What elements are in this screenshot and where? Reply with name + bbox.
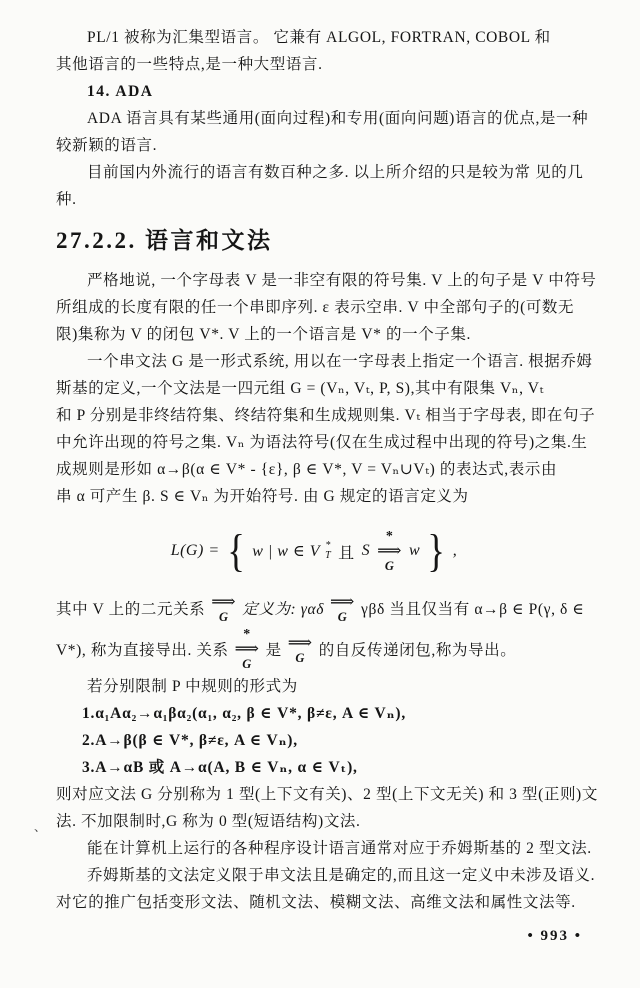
- double-arrow-icon: ⟹: [211, 591, 237, 611]
- open-brace: {: [226, 525, 245, 576]
- double-arrow-icon: ⟹: [287, 633, 313, 652]
- paragraph-type2-note: 能在计算机上运行的各种程序设计语言通常对应于乔姆斯基的 2 型文法.: [87, 839, 592, 857]
- paragraph-grammar-line2: 斯基的定义,一个文法是一四元组 G = (Vₙ, Vₜ, P, S),其中有限集 Vₙ, Vₜ: [56, 380, 545, 397]
- formula-w: w: [409, 542, 421, 559]
- paragraph-ada-line2: 较新颖的语言.: [56, 137, 158, 154]
- language-definition-formula: [56, 522, 572, 580]
- paragraph-grammar-line5: 成规则是形如 α→β(α ∈ V* - {ε}, β ∈ V*, V = Vₙ∪Vₜ) 的表达式,表示由: [56, 461, 558, 478]
- paragraph-alphabet-line1: 严格地说, 一个字母表 V 是一非空有限的符号集. V 上的句子是 V 中符号: [87, 272, 597, 289]
- paragraph-grammar-line6: 串 α 可产生 β. S ∈ Vₙ 为开始符号. 由 G 规定的语言定义为: [56, 488, 469, 505]
- double-arrow-icon: ⟹: [234, 639, 260, 658]
- relation-paragraph-line1: [56, 588, 612, 628]
- paragraph-alphabet-line2: 所组成的长度有限的任一个串即序列. ε 表示空串. V 中全部句子的(可数无: [56, 299, 575, 316]
- paragraph-pl1-line2: 其他语言的一些特点,是一种大型语言.: [56, 56, 323, 73]
- paragraph-extensions-line1: 乔姆斯基的文法定义限于串文法且是确定的,而且这一定义中未涉及语义.: [87, 866, 596, 884]
- rule-list: [56, 700, 612, 781]
- paragraph-ada-line1: ADA 语言具有某些通用(面向过程)和专用(面向问题)语言的优点,是一种: [87, 110, 589, 127]
- relation-text-2a: V*), 称为直接导出. 关系: [56, 642, 229, 660]
- close-brace: }: [427, 525, 446, 576]
- arrow-g-label: G: [242, 657, 252, 671]
- relation-text-1b: 定义为: γαδ: [242, 601, 325, 618]
- v-superscript-star: *: [325, 540, 331, 551]
- formula-comma: ,: [452, 542, 458, 559]
- formula-lhs: L(G) =: [170, 542, 220, 559]
- rules-intro: 若分别限制 P 中规则的形式为: [87, 677, 298, 695]
- arrow-g-label: G: [384, 558, 395, 573]
- paragraph-types-line2: 法. 不加限制时,G 称为 0 型(短语结构)文法.: [56, 812, 361, 830]
- page-number: • 993 •: [527, 928, 582, 944]
- v-subscript-t: T: [325, 550, 332, 561]
- double-arrow-icon: ⟹: [377, 540, 403, 560]
- double-arrow-icon: ⟹: [330, 591, 356, 611]
- paragraph-overview-line1: 目前国内外流行的语言有数百种之多. 以上所介绍的只是较为常 见的几: [87, 164, 584, 181]
- relation-text-2b: 是: [265, 642, 282, 660]
- relation-text-1c: γβδ 当且仅当有 α→β ∈ P(γ, δ ∈: [361, 601, 585, 618]
- relation-text-1a: 其中 V 上的二元关系: [56, 601, 206, 618]
- formula-body: w | w ∈ V: [252, 543, 321, 560]
- scan-stray-mark: 、: [34, 820, 47, 834]
- rule-type1: 1.α₁Aα₂→α₁βα₂(α₁, α₂, β ∈ V*, β≠ε, A ∈ Vₙ),: [82, 704, 407, 722]
- paragraph-alphabet-line3: 限)集称为 V 的闭包 V*. V 上的一个语言是 V* 的一个子集.: [56, 326, 471, 343]
- paragraph-pl1-line1: PL/1 被称为汇集型语言。 它兼有 ALGOL, FORTRAN, COBOL 和: [87, 29, 551, 46]
- derives-star-arrow: [377, 530, 402, 573]
- derives-arrow: [288, 634, 313, 665]
- rule-type2: 2.A→β(β ∈ V*, β≠ε, A ∈ Vₙ),: [82, 731, 298, 749]
- section-heading: 27.2.2. 语言和文法: [56, 228, 273, 253]
- paragraph-extensions-line2: 对它的推广包括变形文法、随机文法、模糊文法、高维文法和属性文法等.: [56, 893, 576, 911]
- derives-star-arrow: [235, 628, 260, 671]
- arrow-star-label: *: [243, 627, 251, 642]
- arrow-g-label: G: [218, 609, 229, 624]
- arrow-g-label: G: [337, 609, 348, 624]
- derives-arrow: [330, 593, 355, 624]
- item-heading-ada: 14. ADA: [87, 83, 154, 100]
- derives-arrow: [211, 593, 236, 624]
- arrow-star-label: *: [385, 528, 394, 544]
- relation-paragraph-line2: [56, 628, 612, 671]
- paragraph-types-line1: 则对应文法 G 分别称为 1 型(上下文有关)、2 型(上下文无关) 和 3 型(正则)文: [56, 785, 598, 803]
- paragraph-overview-line2: 种.: [56, 191, 77, 208]
- paragraph-grammar-line3: 和 P 分别是非终结符集、终结符集和生成规则集. Vₜ 相当于字母表, 即在句子: [56, 407, 596, 424]
- start-symbol: S: [361, 542, 371, 559]
- paragraph-grammar-line4: 中允许出现的符号之集. Vₙ 为语法符号(仅在生成过程中出现的符号)之集.生: [56, 434, 588, 451]
- relation-text-2c: 的自反传递闭包,称为导出。: [318, 642, 517, 660]
- paragraph-grammar-line1: 一个串文法 G 是一形式系统, 用以在一字母表上指定一个语言. 根据乔姆: [87, 353, 593, 370]
- v-star-t-subscript: [325, 541, 331, 561]
- arrow-g-label: G: [295, 651, 306, 665]
- rule-type3: 3.A→αB 或 A→α(A, B ∈ Vₙ, α ∈ Vₜ),: [82, 758, 358, 776]
- conjunction-qie: 且: [338, 544, 355, 562]
